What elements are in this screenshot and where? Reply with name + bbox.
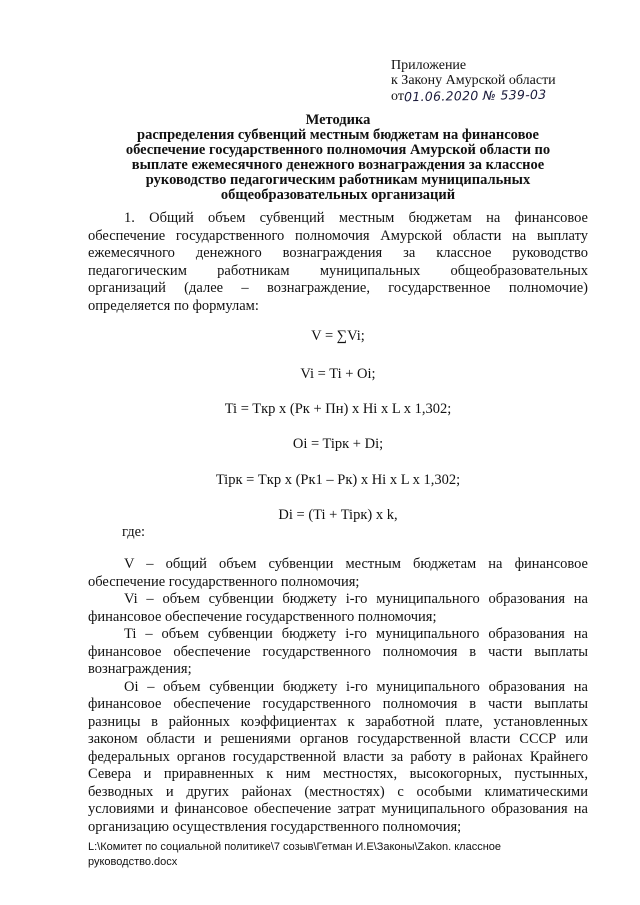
intro-paragraph: 1. Общий объем субвенций местным бюджетам на финансовое обеспечение государственного полномочия Амурской области на выплату ежемесячного денежного вознаграждения за классное руководство педагогическим работникам муниципальных общеобразовательных организаций (далее – вознаграждение, государственное полномочие) определяется по формулам:: [88, 210, 588, 314]
appendix-title: Приложение: [391, 58, 467, 73]
handwritten-date-number: 01.06.2020 № 539-03: [403, 86, 547, 105]
formula-3: Ti = Tкр x (Pк + Пн) x Hi x L x 1,302;: [224, 401, 452, 417]
title-line-6: общеобразовательных организаций: [220, 187, 456, 203]
title-line-2: распределения субвенций местным бюджетам на финансовое: [137, 127, 539, 143]
definition-v: V – общий объем субвенции местным бюджетам на финансовое обеспечение государственного полномочия;: [88, 556, 588, 590]
title-line-3: обеспечение государственного полномочия Амурской области по: [125, 142, 551, 158]
formula-5: Tiрк = Tкр x (Pк1 – Pк) x Hi x L x 1,302;: [215, 472, 461, 488]
appendix-date-line: [391, 88, 621, 104]
title-line-1: Методика: [305, 112, 371, 128]
intro-section: [88, 210, 588, 315]
appendix-block: [391, 58, 621, 104]
formula-4: Oi = Tiрк + Di;: [292, 436, 384, 452]
appendix-date-prefix: от: [391, 89, 404, 104]
where-label: где:: [122, 524, 146, 540]
file-path-footer: L:\Комитет по социальной политике\7 созыв\Гетман И.Е\Законы\Zakon. классное руководство.docx: [88, 841, 502, 868]
definition-vi: Vi – объем субвенции бюджету i-го муниципального образования на финансовое обеспечение государственного полномочия;: [88, 591, 588, 625]
definitions-section: [88, 556, 588, 836]
appendix-law-reference: к Закону Амурской области: [391, 73, 556, 88]
title-line-4: выплате ежемесячного денежного вознаграждения за классное: [131, 157, 545, 173]
definition-oi: Oi – объем субвенции бюджету i-го муниципального образования на финансовое обеспечение государственного полномочия в части выплаты разницы в районных коэффициентах к заработной плате, установленных законом области и решениями органов государственной власти СССР или федеральных органов государственной власти за работу в районах Крайнего Севера и приравненных к ним местностях, высокогорных, пустынных, безводных и других районах (местностях) с особыми климатическими условиями и финансовое обеспечение затрат муниципального образования на организацию осуществления государственного полномочия;: [88, 678, 588, 835]
title-line-5: руководство педагогическим работникам муниципальных: [145, 172, 531, 188]
document-title: [88, 113, 588, 203]
formula-1: V = ∑Vi;: [311, 328, 365, 344]
formula-2: Vi = Ti + Oi;: [300, 366, 376, 382]
definition-ti: Ti – объем субвенции бюджету i-го муниципального образования на финансовое обеспечение государственного полномочия в части выплаты вознаграждения;: [88, 626, 588, 677]
formula-6: Di = (Ti + Tiрк) x k,: [278, 507, 398, 523]
